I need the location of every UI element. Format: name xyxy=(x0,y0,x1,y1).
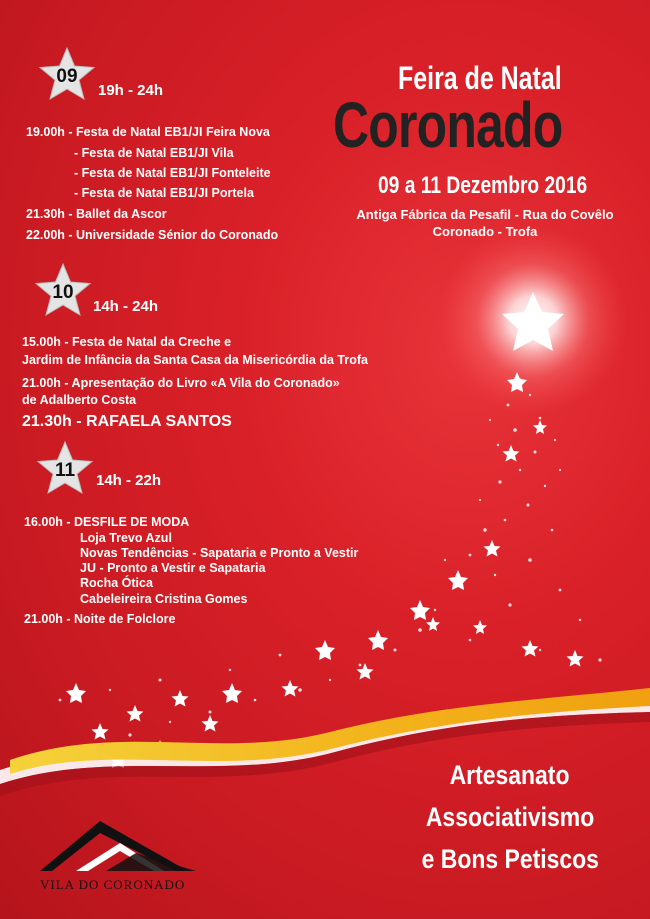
day-number: 10 xyxy=(52,282,74,303)
day-hours: 14h - 22h xyxy=(96,472,162,489)
logo-text: VILA DO CORONADO xyxy=(40,877,186,892)
event-line: 21.30h - Ballet da Ascor xyxy=(26,207,167,221)
title-feira-de-natal: Feira de Natal xyxy=(398,60,562,96)
event-dates: 09 a 11 Dezembro 2016 xyxy=(378,172,588,199)
event-line: Rocha Ótica xyxy=(80,576,153,590)
event-line: - Festa de Natal EB1/JI Fonteleite xyxy=(74,166,271,180)
event-line: Cabeleireira Cristina Gomes xyxy=(80,592,248,606)
day-number: 11 xyxy=(54,460,76,481)
event-line: - Festa de Natal EB1/JI Portela xyxy=(74,186,254,200)
event-line: 16.00h - DESFILE DE MODA xyxy=(24,515,190,529)
title-coronado: Coronado xyxy=(333,89,563,161)
event-line: 19.00h - Festa de Natal EB1/JI Feira Nova xyxy=(26,125,270,139)
event-line: Novas Tendências - Sapataria e Pronto a Vestir xyxy=(80,546,359,560)
mountain-roof-logo-icon xyxy=(36,815,206,877)
footer-associativismo: Associativismo xyxy=(425,802,595,832)
event-line: - Festa de Natal EB1/JI Vila xyxy=(74,146,234,160)
event-line: JU - Pronto a Vestir e Sapataria xyxy=(80,561,266,575)
venue-location: Coronado - Trofa xyxy=(432,224,538,239)
day-star-11 xyxy=(36,440,94,498)
footer-petiscos: e Bons Petiscos xyxy=(421,844,599,874)
event-line: Jardim de Infância da Santa Casa da Misericórdia da Trofa xyxy=(22,353,368,367)
venue-address: Antiga Fábrica da Pesafil - Rua do Covêlo xyxy=(356,207,614,222)
day-number: 09 xyxy=(56,66,78,87)
day-hours: 19h - 24h xyxy=(98,82,164,99)
event-line-highlight: 21.30h - RAFAELA SANTOS xyxy=(22,413,232,430)
day-star-10 xyxy=(34,262,92,320)
event-line: 15.00h - Festa de Natal da Creche e xyxy=(22,335,232,349)
day-star-09 xyxy=(38,46,96,104)
footer-artesanato: Artesanato xyxy=(450,760,570,790)
event-line: 22.00h - Universidade Sénior do Coronado xyxy=(26,228,279,242)
event-line: de Adalberto Costa xyxy=(22,393,137,407)
day-hours: 14h - 24h xyxy=(93,298,159,315)
event-line: Loja Trevo Azul xyxy=(80,531,172,545)
event-line: 21.00h - Noite de Folclore xyxy=(24,612,176,626)
event-line: 21.00h - Apresentação do Livro «A Vila do Coronado» xyxy=(22,376,340,390)
